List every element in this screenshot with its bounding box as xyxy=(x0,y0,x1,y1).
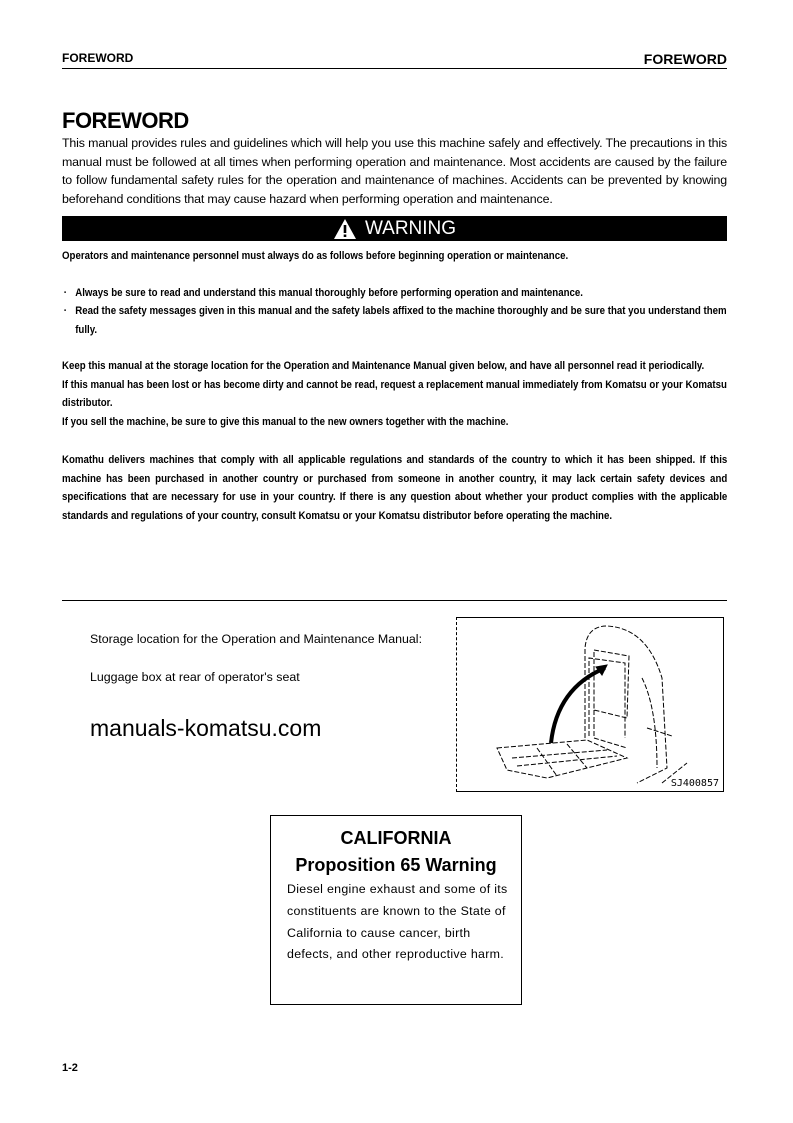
prop65-body: Diesel engine exhaust and some of its constituents are known to the State of California to cause cancer, birth defects, and other reproductive harm. xyxy=(287,882,508,962)
figure-id: SJ400857 xyxy=(670,778,719,789)
luggage-box-figure xyxy=(456,617,724,792)
intro-paragraph: This manual provides rules and guidelines which will help you use this machine safely and effectively. The precautions in this manual must be followed at all times when performing operation and maintenance. Most accidents are caused by the failure to follow fundamental safety rules for the operation and maintenance of machines. Accidents can be prevented by knowing beforehand conditions that may cause hazard when performing operation and maintenance. xyxy=(62,136,727,206)
prop65-subtitle: Proposition 65 Warning xyxy=(295,855,497,875)
storage-info xyxy=(90,620,422,696)
bullet-item: · Always be sure to read and understand this manual thoroughly before performing operation and maintenance. xyxy=(62,284,727,303)
keep-line: Keep this manual at the storage location for the Operation and Maintenance Manual given below, and have all personnel read it periodically. xyxy=(62,360,705,373)
california-title: CALIFORNIA xyxy=(340,828,452,848)
keep-line: If this manual has been lost or has become dirty and cannot be read, request a replacement manual immediately from Komatsu or your Komatsu distributor. xyxy=(62,378,727,410)
running-header-left: FOREWORD xyxy=(62,51,134,65)
seat-luggage-box-illustration xyxy=(457,618,723,791)
storage-label: Storage location for the Operation and Maintenance Manual: xyxy=(90,632,423,646)
california-prop65-box xyxy=(270,815,522,1005)
page-number: 1-2 xyxy=(62,1062,78,1074)
page-title: FOREWORD xyxy=(62,108,189,133)
compliance-paragraph: Komathu delivers machines that comply with all applicable regulations and standards of the country to which it has been shipped. If this machine has been purchased in another country or purchased from someone in another country, it may lack certain safety devices and specifications that are necessary for use in your country. If there is any question about whether your product complies with the applicable standards and regulations of your country, consult Komatsu or your Komatsu distributor before operating the machine. xyxy=(62,454,728,522)
storage-location: Luggage box at rear of operator's seat xyxy=(90,670,300,684)
warning-label: WARNING xyxy=(364,217,457,239)
warning-lead: Operators and maintenance personnel must always do as follows before beginning operation or maintenance. xyxy=(62,250,569,263)
warning-triangle-icon xyxy=(333,218,357,240)
header-rule xyxy=(62,68,727,69)
bullet-item: · Read the safety messages given in this manual and the safety labels affixed to the machine thoroughly and be sure that you understand them fully. xyxy=(62,302,727,339)
keep-line: If you sell the machine, be sure to give this manual to the new owners together with the machine. xyxy=(62,415,509,428)
section-rule xyxy=(62,600,727,601)
warning-banner xyxy=(62,216,727,241)
keep-manual-text xyxy=(62,357,727,431)
foreword-content xyxy=(62,108,727,525)
watermark: manuals-komatsu.com xyxy=(90,715,322,741)
warning-bullets xyxy=(62,284,727,340)
running-header-right: FOREWORD xyxy=(643,51,727,67)
